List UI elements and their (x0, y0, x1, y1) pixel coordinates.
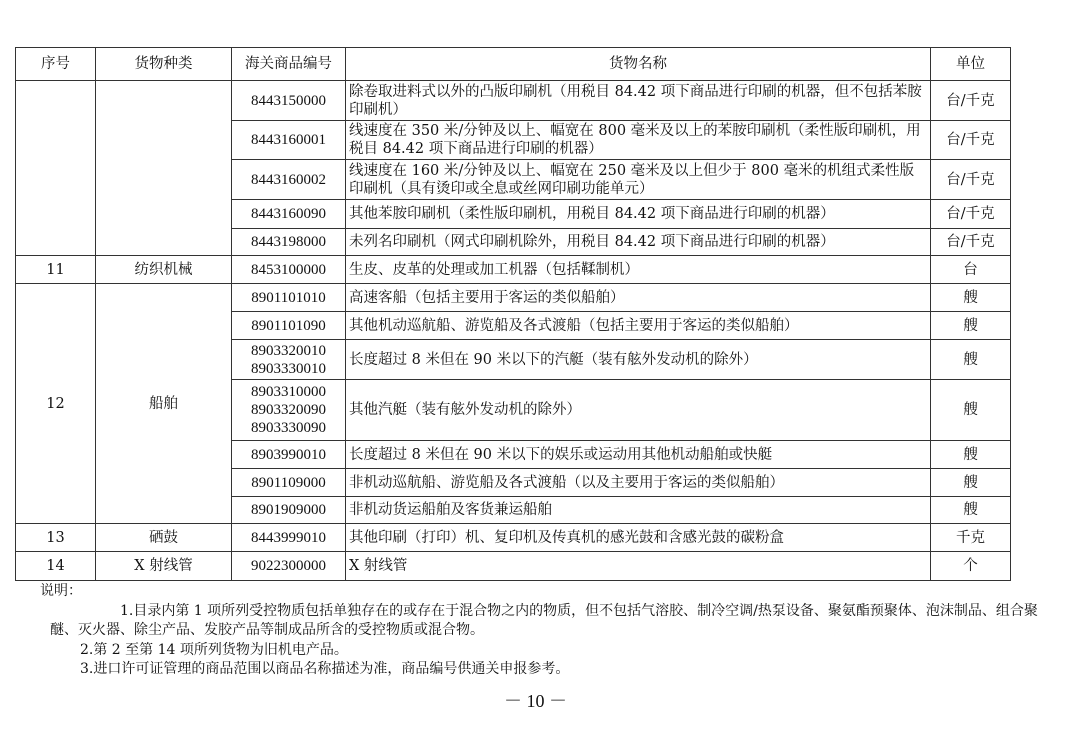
hs-code: 8443160002 (251, 171, 326, 188)
cell-unit: 台 (931, 256, 1011, 284)
page-number: － 10 － (504, 691, 567, 711)
table-row (16, 256, 1011, 284)
cell-seq: 11 (16, 256, 96, 284)
cell-code (232, 121, 346, 160)
hs-code: 8443999010 (251, 529, 326, 546)
table-row (16, 552, 1011, 581)
hs-code: 8901101090 (251, 317, 326, 334)
hs-code: 8901109000 (251, 474, 326, 491)
header-code: 海关商品编号 (232, 48, 346, 81)
note-item: 3.进口许可证管理的商品范围以商品名称描述为准，商品编号供通关申报参考。 (80, 661, 570, 677)
cell-unit: 艘 (931, 284, 1011, 312)
cell-unit: 台/千克 (931, 121, 1011, 160)
cell-code (232, 469, 346, 497)
cell-code (232, 256, 346, 284)
cell-goods-name: 未列名印刷机（网式印刷机除外，用税目 84.42 项下商品进行印刷的机器） (346, 229, 931, 256)
hs-code: 8443198000 (251, 234, 326, 250)
goods-table (15, 47, 1011, 581)
cell-category (96, 81, 232, 256)
cell-goods-name: 长度超过 8 米但在 90 米以下的汽艇（装有舷外发动机的除外） (346, 340, 931, 380)
cell-category: X 射线管 (96, 552, 232, 581)
cell-unit: 艘 (931, 380, 1011, 441)
cell-goods-name: 其他苯胺印刷机（柔性版印刷机，用税目 84.42 项下商品进行印刷的机器） (346, 200, 931, 229)
hs-code: 8453100000 (251, 261, 326, 278)
cell-goods-name: 其他印刷（打印）机、复印机及传真机的感光鼓和含感光鼓的碳粉盒 (346, 524, 931, 552)
cell-unit: 艘 (931, 497, 1011, 524)
cell-code (232, 497, 346, 524)
cell-seq: 14 (16, 552, 96, 581)
cell-code (232, 229, 346, 256)
hs-code: 8443160001 (251, 132, 326, 148)
cell-unit: 台/千克 (931, 160, 1011, 200)
cell-goods-name: 非机动货运船舶及客货兼运船舶 (346, 497, 931, 524)
notes (40, 582, 1060, 680)
hs-code: 8903330090 (251, 420, 326, 436)
cell-goods-name: 线速度在 350 米/分钟及以上、幅宽在 800 毫米及以上的苯胺印刷机（柔性版印刷机，用税目 84.42 项下商品进行印刷的机器） (346, 121, 931, 160)
cell-category: 纺织机械 (96, 256, 232, 284)
notes-title: 说明： (40, 583, 82, 599)
header-name: 货物名称 (346, 48, 931, 81)
hs-code: 8903310000 (251, 384, 326, 400)
cell-goods-name: 高速客船（包括主要用于客运的类似船舶） (346, 284, 931, 312)
cell-code (232, 441, 346, 469)
hs-code: 8903330010 (251, 360, 326, 377)
table-row (16, 524, 1011, 552)
cell-code (232, 284, 346, 312)
cell-unit: 台/千克 (931, 229, 1011, 256)
cell-code (232, 81, 346, 121)
table-row (16, 81, 1011, 121)
cell-code (232, 380, 346, 441)
cell-code (232, 200, 346, 229)
hs-code: 8443160090 (251, 206, 326, 222)
header-seq: 序号 (16, 48, 96, 81)
cell-code (232, 340, 346, 380)
cell-goods-name: 长度超过 8 米但在 90 米以下的娱乐或运动用其他机动船舶或快艇 (346, 441, 931, 469)
cell-unit: 台/千克 (931, 81, 1011, 121)
table-header-row (16, 48, 1011, 81)
cell-goods-name: 其他汽艇（装有舷外发动机的除外） (346, 380, 931, 441)
cell-unit: 千克 (931, 524, 1011, 552)
cell-code (232, 552, 346, 581)
header-category: 货物种类 (96, 48, 232, 81)
header-unit: 单位 (931, 48, 1011, 81)
hs-code: 8443150000 (251, 92, 326, 109)
cell-category: 硒鼓 (96, 524, 232, 552)
hs-code: 8903320090 (251, 402, 326, 418)
cell-seq: 13 (16, 524, 96, 552)
cell-code (232, 160, 346, 200)
cell-category: 船舶 (96, 284, 232, 524)
hs-code: 9022300000 (251, 558, 326, 574)
cell-goods-name: 生皮、皮革的处理或加工机器（包括鞣制机） (346, 256, 931, 284)
cell-unit: 个 (931, 552, 1011, 581)
cell-seq (16, 81, 96, 256)
cell-unit: 艘 (931, 441, 1011, 469)
note-item: 1.目录内第 1 项所列受控物质包括单独存在的或存在于混合物之内的物质，但不包括气溶胶、制冷空调/热泵设备、聚氨酯预聚体、泡沫制品、组合聚醚、灭火器、除尘产品、发胶产品等制成品所含的受控物质或混合物。 (50, 602, 1038, 638)
cell-seq: 12 (16, 284, 96, 524)
cell-goods-name: 非机动巡航船、游览船及各式渡船（以及主要用于客运的类似船舶） (346, 469, 931, 497)
cell-goods-name: 其他机动巡航船、游览船及各式渡船（包括主要用于客运的类似船舶） (346, 312, 931, 340)
cell-goods-name: X 射线管 (346, 552, 931, 581)
cell-unit: 艘 (931, 340, 1011, 380)
hs-code: 8903320010 (251, 342, 326, 359)
cell-goods-name: 线速度在 160 米/分钟及以上、幅宽在 250 毫米及以上但少于 800 毫米的机组式柔性版印刷机（具有烫印或全息或丝网印刷功能单元） (346, 160, 931, 200)
cell-unit: 艘 (931, 312, 1011, 340)
hs-code: 8901101010 (251, 289, 326, 306)
cell-goods-name: 除卷取进料式以外的凸版印刷机（用税目 84.42 项下商品进行印刷的机器，但不包括苯胺印刷机） (346, 81, 931, 121)
cell-code (232, 524, 346, 552)
cell-unit: 艘 (931, 469, 1011, 497)
cell-unit: 台/千克 (931, 200, 1011, 229)
table-row (16, 284, 1011, 312)
hs-code: 8903990010 (251, 446, 326, 463)
hs-code: 8901909000 (251, 502, 326, 518)
note-item: 2.第 2 至第 14 项所列货物为旧机电产品。 (80, 641, 348, 658)
cell-code (232, 312, 346, 340)
